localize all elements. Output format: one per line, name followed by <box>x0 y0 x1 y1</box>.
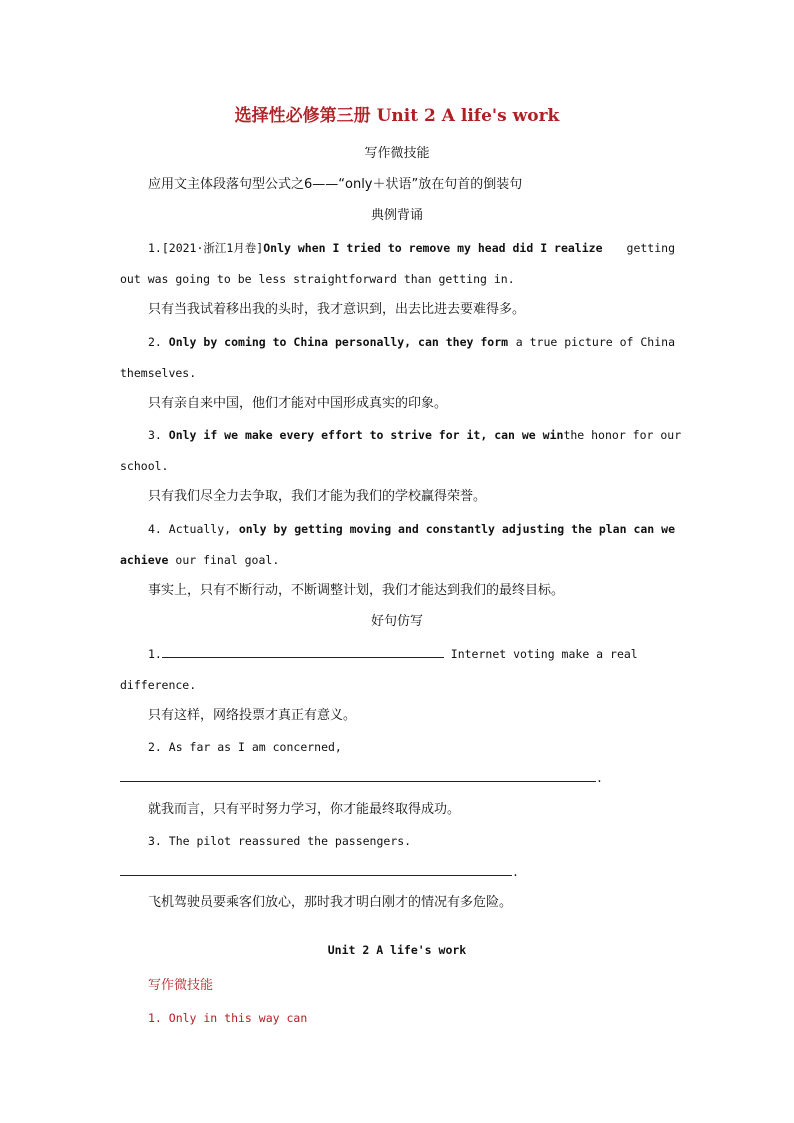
example-1-rest: getting <box>626 241 675 255</box>
imitation-3-end: . <box>512 865 519 879</box>
imitation-1-line-2: difference. <box>120 678 197 692</box>
example-2-bold: Only by coming to China personally, can they form <box>168 335 509 349</box>
example-1-line-1 <box>148 240 675 256</box>
imitation-1-line-1 <box>148 646 703 662</box>
example-2-prefix: 2. <box>148 335 169 349</box>
imitation-3-line-2 <box>120 864 675 880</box>
example-2-translation: 只有亲自来中国，他们才能对中国形成真实的印象。 <box>148 396 448 411</box>
example-3-rest: the honor for our <box>563 428 682 442</box>
example-3-prefix: 3. <box>148 428 169 442</box>
example-3-line-2: school. <box>120 459 169 473</box>
example-3-translation: 只有我们尽全力去争取，我们才能为我们的学校赢得荣誉。 <box>148 489 487 504</box>
example-4-line-1 <box>148 521 675 537</box>
page-title: 选择性必修第三册 Unit 2 A life's work <box>234 106 560 126</box>
example-3-bold: Only if we make every effort to strive for it, can we win <box>168 428 564 442</box>
example-4-translation: 事实上，只有不断行动，不断调整计划，我们才能达到我们的最终目标。 <box>148 583 565 598</box>
imitation-3-translation: 飞机驾驶员要乘客们放心，那时我才明白刚才的情况有多危险。 <box>148 895 513 910</box>
example-2-line-1 <box>148 334 675 350</box>
answer-heading: Unit 2 A life's work <box>327 943 467 957</box>
example-4-line-2 <box>120 552 675 568</box>
section-heading-imitation: 好句仿写 <box>370 614 423 629</box>
example-4-line-2-bold: achieve <box>120 553 169 567</box>
imitation-1-blank[interactable] <box>162 646 444 658</box>
section-heading-examples: 典例背诵 <box>370 208 423 223</box>
imitation-3-line-1: 3. The pilot reassured the passengers. <box>148 834 412 848</box>
example-4-bold: only by getting moving and constantly adjusting the plan can we <box>238 522 675 536</box>
imitation-1-translation: 只有这样，网络投票才真正有意义。 <box>148 708 357 723</box>
example-4-prefix: 4. Actually, <box>148 522 232 536</box>
imitation-1-after-blank: Internet voting make a real <box>443 647 638 661</box>
example-3-line-1 <box>148 427 682 443</box>
section-heading-writing: 写作微技能 <box>364 146 430 161</box>
imitation-1-prefix: 1. <box>148 647 162 661</box>
example-1-line-2: out was going to be less straightforward than getting in. <box>120 272 515 286</box>
imitation-2-line-2 <box>120 770 675 786</box>
imitation-2-end: . <box>596 771 603 785</box>
answer-line-1: 1. Only in this way can <box>148 1011 308 1025</box>
example-2-rest: a true picture of China <box>515 335 675 349</box>
example-1-translation: 只有当我试着移出我的头时，我才意识到，出去比进去要难得多。 <box>148 302 526 317</box>
example-4-line-2-rest: our final goal. <box>168 553 280 567</box>
section-subtitle: 应用文主体段落句型公式之6——“only＋状语”放在句首的倒装句 <box>148 177 523 192</box>
imitation-2-blank[interactable] <box>120 770 596 782</box>
imitation-2-line-1: 2. As far as I am concerned, <box>148 740 342 754</box>
example-1-bold: Only when I tried to remove my head did I realize <box>263 241 603 255</box>
imitation-2-translation: 就我而言，只有平时努力学习，你才能最终取得成功。 <box>148 802 461 817</box>
imitation-3-blank[interactable] <box>120 864 512 876</box>
example-1-prefix: 1.[2021·浙江1月卷] <box>148 241 264 255</box>
example-2-line-2: themselves. <box>120 366 197 380</box>
answer-section-heading: 写作微技能 <box>148 978 214 993</box>
